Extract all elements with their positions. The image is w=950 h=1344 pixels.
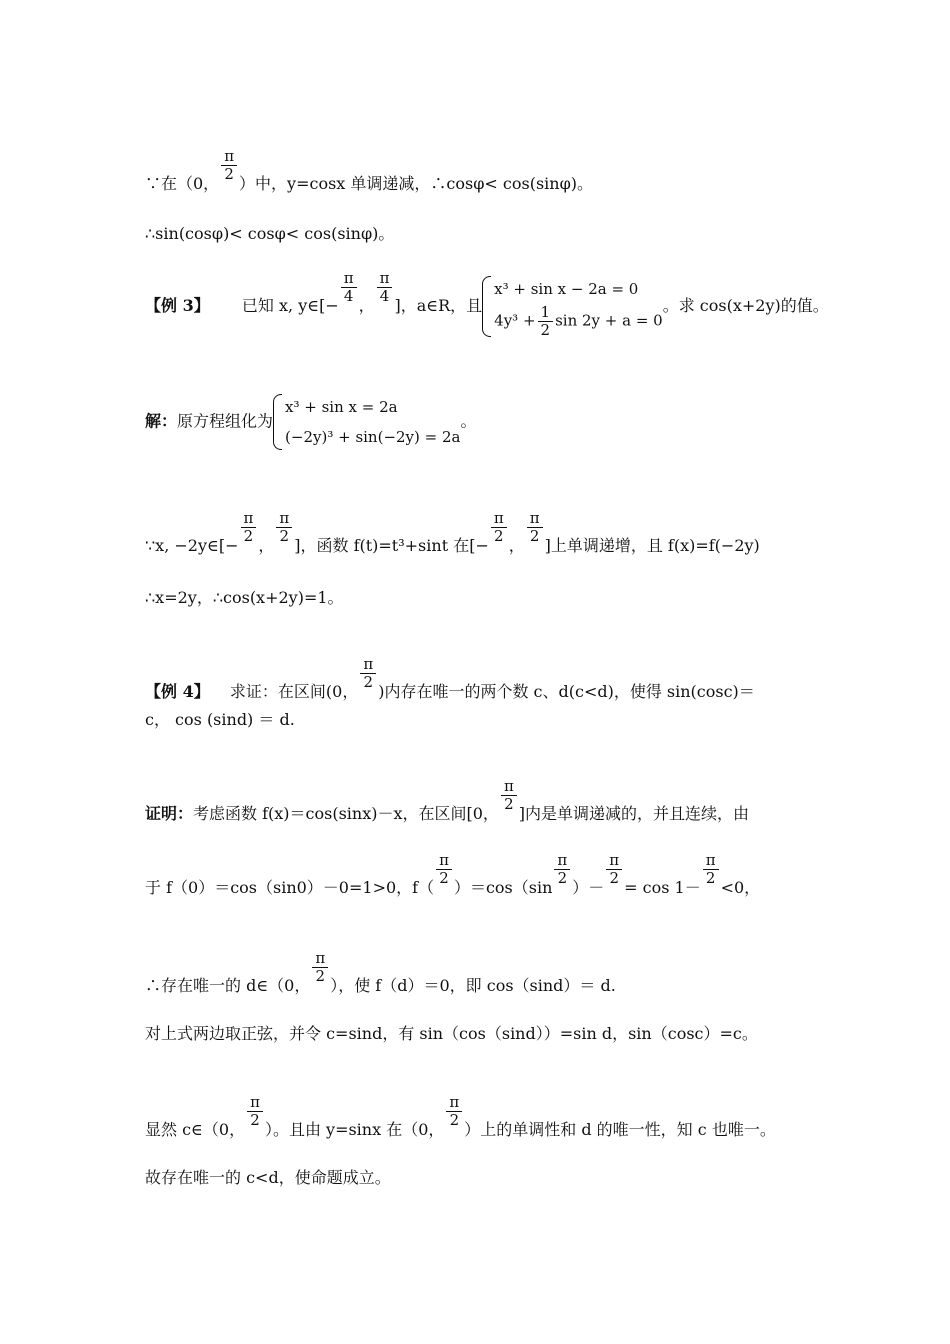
fraction-pi-over-2: $\frac{\pi}{2}$ <box>276 510 292 545</box>
fraction-pi-over-2: $\frac{\pi}{2}$ <box>241 510 257 545</box>
text: ]，a∈R，且 <box>394 296 483 315</box>
fraction-pi-over-2 <box>221 148 237 183</box>
example-4-cont: c， cos (sind) ＝ d. <box>145 710 295 729</box>
equation: x³ + sin x = 2a <box>285 398 398 416</box>
text: 显然 c∈（0， <box>145 1120 246 1139</box>
example-label: 【例 4】 <box>145 682 210 701</box>
text: ， <box>508 536 525 555</box>
fraction-1-over-2: $\frac{1}{2}$ <box>538 304 554 339</box>
line-1 <box>145 148 593 194</box>
equation: x³ + sin x − 2a = 0 <box>494 280 639 298</box>
text: ）＝cos（sin <box>453 878 553 897</box>
fraction-pi-over-2: $\frac{\pi}{2}$ <box>554 852 570 887</box>
text: ∴存在唯一的 d∈（0， <box>145 976 311 995</box>
equation: 4y³ + $\frac{1}{2}$ sin 2y + a = 0 <box>494 303 663 339</box>
denominator: 2 <box>224 165 234 183</box>
text: ）上的单调性和 d 的唯一性，知 c 也唯一。 <box>464 1120 776 1139</box>
text: = cos 1－ <box>624 878 701 897</box>
fraction-pi-over-2: $\frac{\pi}{2}$ <box>247 1094 263 1129</box>
fraction-pi-over-2: $\frac{\pi}{2}$ <box>446 1094 462 1129</box>
text: ， <box>358 296 375 315</box>
fraction-pi-over-2: $\frac{\pi}{2}$ <box>491 510 507 545</box>
text: 已知 x, y∈[− <box>241 296 339 315</box>
line-6: 对上式两边取正弦，并令 c=sind，有 sin（cos（sind））=sin d，sin（cosc）=c。 <box>145 1024 758 1043</box>
equation-system <box>482 274 663 339</box>
proof-line-2 <box>145 852 760 898</box>
solution-label: 解： <box>145 411 178 431</box>
text: ）。且由 y=sinx 在（0， <box>264 1120 445 1139</box>
fraction-pi-over-2: $\frac{\pi}{2}$ <box>312 950 328 985</box>
text: )内存在唯一的两个数 c、d(c<d)，使得 sin(cosc)＝ <box>378 682 755 701</box>
fraction-pi-over-2: $\frac{\pi}{2}$ <box>360 656 376 691</box>
text: 原方程组化为 <box>177 411 274 431</box>
numerator: π <box>379 269 390 287</box>
text: ）中，y=cosx 单调递减，∴cosφ< cos(sinφ)。 <box>239 174 594 193</box>
fraction-pi-over-2: $\frac{\pi}{2}$ <box>527 510 543 545</box>
fraction-pi-over-2: $\frac{\pi}{2}$ <box>501 778 517 813</box>
line-2: ∴sin(cosφ)< cosφ< cos(sinφ)。 <box>145 224 395 243</box>
fraction-pi-over-2: $\frac{\pi}{2}$ <box>606 852 622 887</box>
fraction-pi-over-4 <box>377 270 393 305</box>
proof-line-1 <box>145 778 749 824</box>
text: 考虑函数 f(x)＝cos(sinx)－x，在区间[0， <box>193 804 499 823</box>
example-3 <box>145 270 829 339</box>
text: <0， <box>720 878 761 897</box>
denominator: 4 <box>379 287 390 305</box>
text: ， <box>258 536 275 555</box>
denominator: 4 <box>343 287 354 305</box>
example-label: 【例 3】 <box>145 296 210 315</box>
line-4: ∴x=2y，∴cos(x+2y)=1。 <box>145 588 344 607</box>
numerator: π <box>224 147 235 165</box>
solution-3 <box>145 392 477 452</box>
fraction-pi-over-2: $\frac{\pi}{2}$ <box>703 852 719 887</box>
text: 于 f（0）＝cos（sin0）－0=1>0，f（ <box>145 878 435 897</box>
text: ]上单调递增，且 f(x)=f(−2y) <box>544 536 760 555</box>
fraction-pi-over-4 <box>341 270 357 305</box>
text: ]，函数 f(t)=t³+sint 在[− <box>294 536 489 555</box>
equation: (−2y)³ + sin(−2y) = 2a <box>285 428 461 446</box>
text: 求证：在区间(0， <box>229 682 359 701</box>
example-4 <box>145 656 755 702</box>
text: ∵在（0， <box>145 174 220 193</box>
proof-label: 证明： <box>145 804 194 823</box>
line-5 <box>145 950 616 996</box>
text: ∵x, −2y∈[− <box>145 536 239 555</box>
line-8: 故存在唯一的 c<d，使命题成立。 <box>145 1168 391 1187</box>
line-3 <box>145 510 760 556</box>
text: 。求 cos(x+2y)的值。 <box>662 296 829 315</box>
text: ]内是单调递减的，并且连续，由 <box>518 804 750 823</box>
line-7 <box>145 1094 776 1140</box>
numerator: π <box>343 269 354 287</box>
equation-system <box>273 392 460 452</box>
fraction-pi-over-2: $\frac{\pi}{2}$ <box>436 852 452 887</box>
text: 。 <box>460 411 477 431</box>
text: ），使 f（d）＝0，即 cos（sind）＝ d. <box>330 976 616 995</box>
text: ）－ <box>572 878 605 897</box>
